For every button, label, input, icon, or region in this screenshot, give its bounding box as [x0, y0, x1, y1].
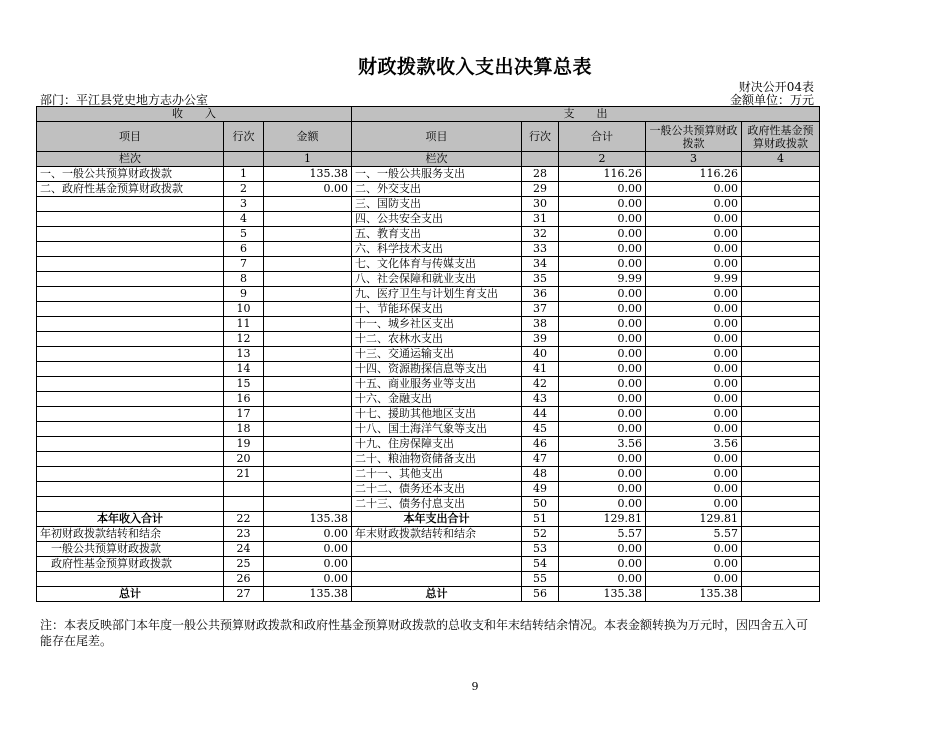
table-row — [37, 482, 820, 497]
expense-fund-cell — [742, 182, 820, 197]
expense-general-cell: 135.38 — [646, 587, 742, 602]
income-rowno-cell: 25 — [224, 557, 264, 572]
income-amount-cell: 135.38 — [264, 587, 352, 602]
table-row — [37, 437, 820, 452]
expense-rowno-cell: 55 — [522, 572, 559, 587]
lanci-blank-2 — [522, 152, 559, 167]
income-amount-cell — [264, 392, 352, 407]
table-row — [37, 527, 820, 542]
expense-general-cell: 0.00 — [646, 242, 742, 257]
table-row — [37, 332, 820, 347]
expense-item-cell: 二十二、债务还本支出 — [352, 482, 522, 497]
expense-general-cell: 0.00 — [646, 332, 742, 347]
income-rowno-cell: 7 — [224, 257, 264, 272]
expense-total-cell: 0.00 — [559, 482, 646, 497]
income-rowno-cell: 3 — [224, 197, 264, 212]
expense-total-cell: 0.00 — [559, 467, 646, 482]
expense-total-cell: 9.99 — [559, 272, 646, 287]
expense-total-cell: 0.00 — [559, 422, 646, 437]
expense-total-cell: 0.00 — [559, 317, 646, 332]
expense-general-cell: 0.00 — [646, 227, 742, 242]
table-row — [37, 317, 820, 332]
income-amount-cell — [264, 197, 352, 212]
expense-general-cell: 0.00 — [646, 317, 742, 332]
expense-item-cell: 八、社会保障和就业支出 — [352, 272, 522, 287]
expense-fund-cell — [742, 197, 820, 212]
income-amount-cell — [264, 227, 352, 242]
table-row — [37, 212, 820, 227]
expense-total-cell: 0.00 — [559, 497, 646, 512]
expense-general-cell: 0.00 — [646, 287, 742, 302]
expense-general-cell: 0.00 — [646, 197, 742, 212]
income-amount-cell — [264, 452, 352, 467]
income-item-cell — [37, 242, 224, 257]
income-item-cell — [37, 392, 224, 407]
expense-item-cell: 二十、粮油物资储备支出 — [352, 452, 522, 467]
expense-item-cell: 十七、援助其他地区支出 — [352, 407, 522, 422]
income-item-cell — [37, 572, 224, 587]
income-item-cell — [37, 362, 224, 377]
table-row — [37, 377, 820, 392]
expense-fund-cell — [742, 512, 820, 527]
income-rowno-cell: 8 — [224, 272, 264, 287]
expense-fund-cell — [742, 587, 820, 602]
expense-total-cell: 116.26 — [559, 167, 646, 182]
expense-general-cell: 0.00 — [646, 482, 742, 497]
income-amount-cell — [264, 332, 352, 347]
expense-rowno-cell: 51 — [522, 512, 559, 527]
expense-item-cell — [352, 572, 522, 587]
expense-general-cell: 0.00 — [646, 362, 742, 377]
income-item-cell: 政府性基金预算财政拨款 — [37, 557, 224, 572]
expense-rowno-cell: 50 — [522, 497, 559, 512]
income-item-cell — [37, 257, 224, 272]
expense-general-cell: 0.00 — [646, 542, 742, 557]
income-item-cell — [37, 317, 224, 332]
col-income-amount: 金额 — [264, 122, 352, 152]
income-amount-cell — [264, 302, 352, 317]
expense-general-cell: 0.00 — [646, 497, 742, 512]
expense-rowno-cell: 46 — [522, 437, 559, 452]
table-row — [37, 227, 820, 242]
col-expense-item: 项目 — [352, 122, 522, 152]
expense-item-cell: 二十三、债务付息支出 — [352, 497, 522, 512]
expense-fund-cell — [742, 392, 820, 407]
expense-general-cell: 0.00 — [646, 407, 742, 422]
expense-fund-cell — [742, 422, 820, 437]
income-amount-cell — [264, 212, 352, 227]
expense-rowno-cell: 35 — [522, 272, 559, 287]
expense-fund-cell — [742, 167, 820, 182]
department-label: 部门：平江县党史地方志办公室 — [40, 93, 209, 107]
table-row — [37, 287, 820, 302]
expense-general-cell: 0.00 — [646, 452, 742, 467]
lanci-3: 3 — [646, 152, 742, 167]
expense-rowno-cell: 53 — [522, 542, 559, 557]
income-item-cell — [37, 212, 224, 227]
expense-item-cell: 十九、住房保障支出 — [352, 437, 522, 452]
income-amount-cell — [264, 422, 352, 437]
expense-total-cell: 0.00 — [559, 332, 646, 347]
col-income-item: 项目 — [37, 122, 224, 152]
expense-item-cell: 十八、国土海洋气象等支出 — [352, 422, 522, 437]
expense-total-cell: 0.00 — [559, 257, 646, 272]
income-rowno-cell: 22 — [224, 512, 264, 527]
expense-total-cell: 0.00 — [559, 392, 646, 407]
expense-item-cell — [352, 542, 522, 557]
income-item-cell: 年初财政拨款结转和结余 — [37, 527, 224, 542]
expense-total-cell: 0.00 — [559, 452, 646, 467]
expense-rowno-cell: 49 — [522, 482, 559, 497]
income-item-cell: 二、政府性基金预算财政拨款 — [37, 182, 224, 197]
expense-fund-cell — [742, 227, 820, 242]
expense-total-cell: 0.00 — [559, 182, 646, 197]
expense-rowno-cell: 37 — [522, 302, 559, 317]
income-rowno-cell: 6 — [224, 242, 264, 257]
expense-rowno-cell: 47 — [522, 452, 559, 467]
expense-rowno-cell: 28 — [522, 167, 559, 182]
expense-general-cell: 0.00 — [646, 347, 742, 362]
expense-rowno-cell: 48 — [522, 467, 559, 482]
col-expense-fund: 政府性基金预算财政拨款 — [742, 122, 820, 152]
expense-general-cell: 0.00 — [646, 257, 742, 272]
income-amount-cell — [264, 497, 352, 512]
expense-rowno-cell: 29 — [522, 182, 559, 197]
expense-item-cell: 十四、资源勘探信息等支出 — [352, 362, 522, 377]
expense-fund-cell — [742, 377, 820, 392]
income-rowno-cell: 13 — [224, 347, 264, 362]
expense-rowno-cell: 42 — [522, 377, 559, 392]
unit-label: 金额单位：万元 — [729, 93, 814, 107]
income-rowno-cell: 10 — [224, 302, 264, 317]
table-row — [37, 452, 820, 467]
expense-total-cell: 0.00 — [559, 347, 646, 362]
income-item-cell: 一般公共预算财政拨款 — [37, 542, 224, 557]
table-row — [37, 587, 820, 602]
income-item-cell — [37, 302, 224, 317]
expense-general-cell: 3.56 — [646, 437, 742, 452]
expense-item-cell: 一、一般公共服务支出 — [352, 167, 522, 182]
expense-item-cell: 二、外交支出 — [352, 182, 522, 197]
income-item-cell — [37, 497, 224, 512]
expense-fund-cell — [742, 212, 820, 227]
income-item-cell: 一、一般公共预算财政拨款 — [37, 167, 224, 182]
table-row — [37, 512, 820, 527]
table-row — [37, 242, 820, 257]
table-row — [37, 347, 820, 362]
income-item-cell — [37, 482, 224, 497]
expense-fund-cell — [742, 407, 820, 422]
income-rowno-cell: 2 — [224, 182, 264, 197]
expense-total-cell: 0.00 — [559, 362, 646, 377]
income-amount-cell — [264, 287, 352, 302]
expense-total-cell: 0.00 — [559, 572, 646, 587]
lanci-4: 4 — [742, 152, 820, 167]
header-row-column-index — [37, 152, 820, 167]
col-expense-rowno: 行次 — [522, 122, 559, 152]
income-amount-cell — [264, 437, 352, 452]
expense-item-cell: 七、文化体育与传媒支出 — [352, 257, 522, 272]
income-amount-cell: 0.00 — [264, 572, 352, 587]
income-item-cell — [37, 377, 224, 392]
table-row — [37, 197, 820, 212]
expense-rowno-cell: 38 — [522, 317, 559, 332]
expense-total-cell: 0.00 — [559, 557, 646, 572]
income-amount-cell: 0.00 — [264, 557, 352, 572]
expense-total-cell: 5.57 — [559, 527, 646, 542]
income-rowno-cell: 20 — [224, 452, 264, 467]
expense-total-cell: 0.00 — [559, 197, 646, 212]
table-row — [37, 407, 820, 422]
budget-summary-table — [36, 106, 820, 602]
page-number: 9 — [471, 680, 479, 693]
table-row — [37, 167, 820, 182]
expense-rowno-cell: 32 — [522, 227, 559, 242]
income-amount-cell — [264, 347, 352, 362]
expense-rowno-cell: 36 — [522, 287, 559, 302]
income-amount-cell — [264, 377, 352, 392]
expense-item-cell: 四、公共安全支出 — [352, 212, 522, 227]
expense-header: 支 出 — [352, 107, 820, 122]
expense-total-cell: 0.00 — [559, 377, 646, 392]
col-expense-general: 一般公共预算财政拨款 — [646, 122, 742, 152]
expense-fund-cell — [742, 332, 820, 347]
income-rowno-cell: 19 — [224, 437, 264, 452]
expense-fund-cell — [742, 482, 820, 497]
income-item-cell: 本年收入合计 — [37, 512, 224, 527]
expense-rowno-cell: 34 — [522, 257, 559, 272]
income-amount-cell — [264, 467, 352, 482]
expense-item-cell: 十一、城乡社区支出 — [352, 317, 522, 332]
expense-total-cell: 3.56 — [559, 437, 646, 452]
expense-rowno-cell: 56 — [522, 587, 559, 602]
income-rowno-cell — [224, 482, 264, 497]
income-amount-cell — [264, 407, 352, 422]
income-item-cell — [37, 452, 224, 467]
expense-rowno-cell: 41 — [522, 362, 559, 377]
expense-fund-cell — [742, 302, 820, 317]
income-rowno-cell: 26 — [224, 572, 264, 587]
lanci-1: 1 — [264, 152, 352, 167]
income-amount-cell — [264, 242, 352, 257]
income-rowno-cell: 14 — [224, 362, 264, 377]
income-rowno-cell: 16 — [224, 392, 264, 407]
lanci-income: 栏次 — [37, 152, 224, 167]
lanci-2: 2 — [559, 152, 646, 167]
income-item-cell — [37, 437, 224, 452]
expense-item-cell: 十、节能环保支出 — [352, 302, 522, 317]
form-number: 财决公开04表 — [738, 80, 814, 94]
expense-general-cell: 129.81 — [646, 512, 742, 527]
expense-item-cell: 五、教育支出 — [352, 227, 522, 242]
expense-item-cell: 六、科学技术支出 — [352, 242, 522, 257]
expense-item-cell — [352, 557, 522, 572]
expense-fund-cell — [742, 257, 820, 272]
expense-item-cell: 十三、交通运输支出 — [352, 347, 522, 362]
income-item-cell — [37, 347, 224, 362]
expense-total-cell: 129.81 — [559, 512, 646, 527]
table-row — [37, 302, 820, 317]
expense-general-cell: 0.00 — [646, 302, 742, 317]
expense-rowno-cell: 30 — [522, 197, 559, 212]
expense-item-cell: 十五、商业服务业等支出 — [352, 377, 522, 392]
income-item-cell — [37, 197, 224, 212]
expense-fund-cell — [742, 317, 820, 332]
income-rowno-cell: 5 — [224, 227, 264, 242]
table-row — [37, 422, 820, 437]
table-row — [37, 272, 820, 287]
expense-total-cell: 0.00 — [559, 287, 646, 302]
table-row — [37, 497, 820, 512]
income-rowno-cell: 23 — [224, 527, 264, 542]
footnote: 注：本表反映部门本年度一般公共预算财政拨款和政府性基金预算财政拨款的总收支和年末结转结余情况。本表金额转换为万元时，因四舍五入可能存在尾差。 — [40, 618, 809, 648]
expense-general-cell: 0.00 — [646, 572, 742, 587]
lanci-blank-1 — [224, 152, 264, 167]
expense-item-cell: 二十一、其他支出 — [352, 467, 522, 482]
expense-general-cell: 0.00 — [646, 467, 742, 482]
expense-fund-cell — [742, 362, 820, 377]
expense-fund-cell — [742, 272, 820, 287]
income-rowno-cell: 17 — [224, 407, 264, 422]
income-rowno-cell: 24 — [224, 542, 264, 557]
income-amount-cell: 0.00 — [264, 542, 352, 557]
income-rowno-cell: 11 — [224, 317, 264, 332]
expense-fund-cell — [742, 527, 820, 542]
expense-rowno-cell: 43 — [522, 392, 559, 407]
expense-fund-cell — [742, 287, 820, 302]
expense-rowno-cell: 54 — [522, 557, 559, 572]
income-rowno-cell: 1 — [224, 167, 264, 182]
income-item-cell — [37, 332, 224, 347]
col-income-rowno: 行次 — [224, 122, 264, 152]
income-header: 收 入 — [37, 107, 352, 122]
expense-general-cell: 5.57 — [646, 527, 742, 542]
income-amount-cell: 135.38 — [264, 512, 352, 527]
income-amount-cell — [264, 317, 352, 332]
expense-total-cell: 0.00 — [559, 227, 646, 242]
expense-total-cell: 0.00 — [559, 407, 646, 422]
expense-general-cell: 116.26 — [646, 167, 742, 182]
expense-general-cell: 0.00 — [646, 422, 742, 437]
expense-rowno-cell: 39 — [522, 332, 559, 347]
income-amount-cell: 0.00 — [264, 527, 352, 542]
income-item-cell — [37, 272, 224, 287]
income-rowno-cell — [224, 497, 264, 512]
expense-rowno-cell: 33 — [522, 242, 559, 257]
income-amount-cell — [264, 482, 352, 497]
expense-rowno-cell: 31 — [522, 212, 559, 227]
expense-total-cell: 0.00 — [559, 542, 646, 557]
expense-item-cell: 三、国防支出 — [352, 197, 522, 212]
expense-fund-cell — [742, 572, 820, 587]
table-row — [37, 182, 820, 197]
income-item-cell — [37, 407, 224, 422]
expense-rowno-cell: 52 — [522, 527, 559, 542]
expense-fund-cell — [742, 467, 820, 482]
expense-general-cell: 0.00 — [646, 377, 742, 392]
col-expense-total: 合计 — [559, 122, 646, 152]
header-row-sections — [37, 107, 820, 122]
expense-fund-cell — [742, 437, 820, 452]
expense-general-cell: 0.00 — [646, 557, 742, 572]
income-amount-cell — [264, 272, 352, 287]
income-item-cell: 总计 — [37, 587, 224, 602]
page-title: 财政拨款收入支出决算总表 — [357, 56, 592, 78]
expense-total-cell: 135.38 — [559, 587, 646, 602]
expense-fund-cell — [742, 542, 820, 557]
income-rowno-cell: 27 — [224, 587, 264, 602]
expense-item-cell: 年末财政拨款结转和结余 — [352, 527, 522, 542]
income-rowno-cell: 12 — [224, 332, 264, 347]
expense-fund-cell — [742, 452, 820, 467]
expense-total-cell: 0.00 — [559, 212, 646, 227]
income-rowno-cell: 4 — [224, 212, 264, 227]
income-rowno-cell: 18 — [224, 422, 264, 437]
expense-general-cell: 9.99 — [646, 272, 742, 287]
income-item-cell — [37, 227, 224, 242]
table-row — [37, 392, 820, 407]
table-row — [37, 467, 820, 482]
expense-item-cell: 十六、金融支出 — [352, 392, 522, 407]
expense-item-cell: 本年支出合计 — [352, 512, 522, 527]
table-row — [37, 257, 820, 272]
lanci-expense: 栏次 — [352, 152, 522, 167]
expense-general-cell: 0.00 — [646, 212, 742, 227]
expense-general-cell: 0.00 — [646, 182, 742, 197]
expense-item-cell: 十二、农林水支出 — [352, 332, 522, 347]
income-rowno-cell: 21 — [224, 467, 264, 482]
expense-fund-cell — [742, 497, 820, 512]
expense-fund-cell — [742, 242, 820, 257]
expense-total-cell: 0.00 — [559, 302, 646, 317]
table-row — [37, 542, 820, 557]
income-amount-cell: 0.00 — [264, 182, 352, 197]
expense-rowno-cell: 40 — [522, 347, 559, 362]
expense-total-cell: 0.00 — [559, 242, 646, 257]
expense-fund-cell — [742, 347, 820, 362]
expense-general-cell: 0.00 — [646, 392, 742, 407]
expense-rowno-cell: 45 — [522, 422, 559, 437]
expense-item-cell: 九、医疗卫生与计划生育支出 — [352, 287, 522, 302]
expense-item-cell: 总计 — [352, 587, 522, 602]
table-row — [37, 362, 820, 377]
income-rowno-cell: 9 — [224, 287, 264, 302]
income-rowno-cell: 15 — [224, 377, 264, 392]
income-amount-cell: 135.38 — [264, 167, 352, 182]
income-amount-cell — [264, 362, 352, 377]
header-row-columns — [37, 122, 820, 152]
expense-fund-cell — [742, 557, 820, 572]
income-amount-cell — [264, 257, 352, 272]
income-item-cell — [37, 422, 224, 437]
expense-rowno-cell: 44 — [522, 407, 559, 422]
table-row — [37, 557, 820, 572]
table-row — [37, 572, 820, 587]
income-item-cell — [37, 467, 224, 482]
income-item-cell — [37, 287, 224, 302]
